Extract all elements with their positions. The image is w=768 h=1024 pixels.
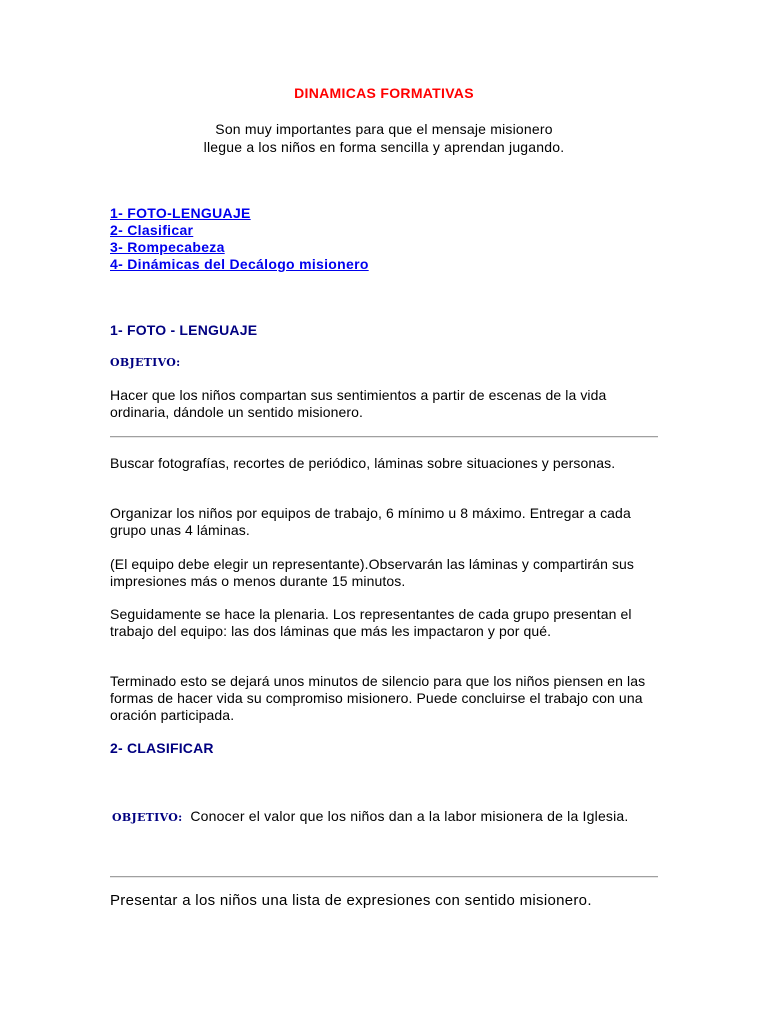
intro-text: [0, 120, 768, 156]
section2-objective: [112, 808, 629, 824]
section2-objective-text: Conocer el valor que los niños dan a la labor misionera de la Iglesia.: [190, 808, 629, 824]
section1-paragraph-4: Seguidamente se hace la plenaria. Los representantes de cada grupo presentan el trabajo del equipo: las dos láminas que más les impactaron y por qué.: [110, 606, 632, 639]
table-of-contents: [110, 205, 369, 273]
page-title: DINAMICAS FORMATIVAS: [294, 85, 474, 101]
toc-link-clasificar[interactable]: 2- Clasificar: [110, 222, 194, 238]
intro-line-1: Son muy importantes para que el mensaje misionero: [215, 121, 553, 137]
section2-heading: 2- CLASIFICAR: [110, 740, 214, 756]
section2-objective-label: OBJETIVO:: [112, 811, 183, 824]
section1-paragraph-1: Buscar fotografías, recortes de periódico, láminas sobre situaciones y personas.: [110, 455, 616, 471]
section1-objective-text: Hacer que los niños compartan sus sentimientos a partir de escenas de la vida ordinaria, dándole un sentido misionero.: [110, 387, 607, 420]
toc-link-rompecabeza[interactable]: 3- Rompecabeza: [110, 239, 225, 255]
section1-paragraph-5: Terminado esto se dejará unos minutos de silencio para que los niños piensen en las formas de hacer vida su compromiso misionero. Puede concluirse el trabajo con una oración participada.: [110, 673, 646, 723]
divider-2: [110, 876, 658, 878]
section1-paragraph-3: (El equipo debe elegir un representante).Observarán las láminas y compartirán sus impresiones más o menos durante 15 minutos.: [110, 556, 635, 589]
section1-heading: 1- FOTO - LENGUAJE: [110, 322, 258, 338]
divider-1: [110, 436, 658, 438]
section2-paragraph: Presentar a los niños una lista de expresiones con sentido misionero.: [110, 892, 592, 909]
toc-link-foto-lenguaje[interactable]: 1- FOTO-LENGUAJE: [110, 205, 251, 221]
section1-paragraph-2: Organizar los niños por equipos de trabajo, 6 mínimo u 8 máximo. Entregar a cada grupo unas 4 láminas.: [110, 505, 631, 538]
intro-line-2: llegue a los niños en forma sencilla y aprendan jugando.: [203, 139, 565, 155]
toc-link-decalogo[interactable]: 4- Dinámicas del Decálogo misionero: [110, 256, 369, 272]
section1-objective-label: OBJETIVO:: [110, 356, 181, 369]
